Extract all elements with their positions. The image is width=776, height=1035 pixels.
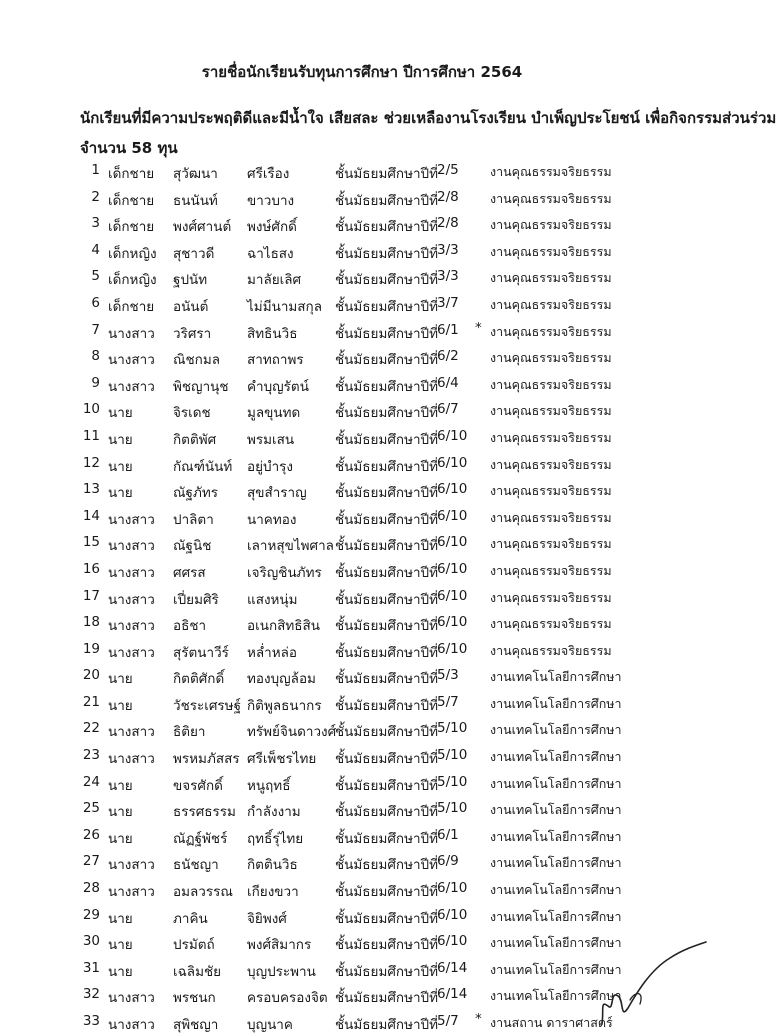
name-prefix: นาย: [108, 777, 133, 794]
responsible-unit: งานเทคโนโลยีการศึกษา: [490, 802, 622, 818]
class-room: 5/3: [437, 667, 459, 684]
responsible-unit: งานคุณธรรมจริยธรรม: [490, 403, 612, 419]
first-name: ขจรศักดิ์: [173, 777, 223, 794]
grade-level: ชั้นมัธยมศึกษาปีที่: [335, 644, 439, 661]
row-number: 24: [82, 773, 100, 790]
class-room: 6/10: [437, 587, 468, 604]
row-number: 29: [82, 906, 100, 923]
name-prefix: นาย: [108, 697, 133, 714]
first-name: ปาลิตา: [173, 511, 214, 528]
name-prefix: เด็กชาย: [108, 166, 155, 182]
class-room: 6/14: [437, 959, 468, 976]
student-row: [0, 264, 724, 291]
class-room: 6/10: [437, 640, 468, 657]
name-prefix: เด็กชาย: [108, 219, 155, 236]
name-prefix: นางสาว: [108, 538, 155, 555]
row-number: 32: [82, 986, 100, 1003]
class-room: 6/10: [437, 427, 468, 444]
first-name: สุชาวดี: [173, 245, 215, 262]
last-name: ฉาไธสง: [247, 245, 294, 262]
first-name: กิตติพัศ: [173, 431, 217, 448]
name-prefix: นาย: [108, 963, 133, 980]
row-number: 1: [91, 162, 100, 178]
responsible-unit: งานคุณธรรมจริยธรรม: [490, 270, 612, 286]
student-row: [0, 504, 724, 531]
grade-level: ชั้นมัธยมศึกษาปีที่: [335, 910, 439, 927]
row-number: 8: [91, 348, 100, 365]
name-prefix: นางสาว: [108, 884, 155, 901]
row-number: 33: [82, 1013, 100, 1029]
responsible-unit: งานคุณธรรมจริยธรรม: [490, 429, 612, 445]
class-room: 3/3: [437, 268, 459, 285]
first-name: อธิชา: [173, 618, 207, 635]
class-room: 6/2: [437, 348, 459, 365]
grade-level: ชั้นมัธยมศึกษาปีที่: [335, 724, 439, 741]
student-row: [0, 344, 724, 371]
responsible-unit: งานคุณธรรมจริยธรรม: [490, 190, 612, 206]
grade-level: ชั้นมัธยมศึกษาปีที่: [335, 990, 439, 1007]
class-room: 5/7: [437, 1013, 459, 1029]
grade-level: ชั้นมัธยมศึกษาปีที่: [335, 166, 439, 182]
row-number: 2: [91, 188, 100, 205]
student-list: [0, 158, 724, 1033]
first-name: ภาคิน: [173, 910, 208, 927]
first-name: เปี่ยมศิริ: [173, 591, 219, 608]
grade-level: ชั้นมัธยมศึกษาปีที่: [335, 591, 439, 608]
row-number: 16: [82, 560, 100, 577]
name-prefix: เด็กหญิง: [108, 245, 157, 262]
row-number: 23: [82, 747, 100, 764]
class-room: 6/1: [437, 321, 459, 338]
grade-level: ชั้นมัธยมศึกษาปีที่: [335, 830, 439, 847]
responsible-unit: งานสถาน ดาราศาสตร์: [490, 1015, 613, 1030]
grade-level: ชั้นมัธยมศึกษาปีที่: [335, 751, 439, 768]
last-name: แสงหนุ่ม: [247, 591, 298, 608]
row-number: 31: [82, 959, 100, 976]
responsible-unit: งานเทคโนโลยีการศึกษา: [490, 722, 622, 738]
name-prefix: นางสาว: [108, 724, 155, 741]
responsible-unit: งานคุณธรรมจริยธรรม: [490, 536, 612, 552]
row-number: 25: [82, 800, 100, 817]
last-name: บุญนาค: [247, 1017, 293, 1033]
row-number: 6: [91, 294, 100, 311]
last-name: เกียงขวา: [247, 884, 299, 901]
section-heading: นักเรียนที่มีความประพฤติดีและมีน้ำใจ เสียสละ ช่วยเหลืองานโรงเรียน บำเพ็ญประโยชน์ เพื่อกิจกรรมส่วนร่วม: [80, 109, 776, 127]
document-title: รายชื่อนักเรียนรับทุนการศึกษา ปีการศึกษา 2564: [201, 63, 523, 81]
class-room: 5/10: [437, 747, 468, 764]
last-name: สาทถาพร: [247, 352, 304, 369]
first-name: ธรรศธรรม: [173, 804, 236, 821]
grade-level: ชั้นมัธยมศึกษาปีที่: [335, 963, 439, 980]
row-number: 28: [82, 880, 100, 897]
first-name: ปรมัตถ์: [173, 937, 215, 954]
last-name: กิตตินวิธ: [247, 857, 298, 874]
class-room: 3/3: [437, 241, 459, 258]
handwritten-signature: [590, 930, 710, 1024]
student-row: [0, 690, 724, 717]
grade-level: ชั้นมัธยมศึกษาปีที่: [335, 458, 439, 475]
student-row: [0, 211, 724, 238]
student-row: [0, 663, 724, 690]
name-prefix: เด็กชาย: [108, 192, 155, 209]
first-name: จิรเดช: [173, 405, 211, 422]
class-room: 6/14: [437, 986, 468, 1003]
class-room: 6/4: [437, 374, 459, 391]
class-room: 6/10: [437, 880, 468, 897]
name-prefix: นาย: [108, 910, 133, 927]
grade-level: ชั้นมัธยมศึกษาปีที่: [335, 671, 439, 688]
student-row: [0, 477, 724, 504]
class-room: 6/7: [437, 401, 459, 418]
row-number: 19: [82, 640, 100, 657]
row-number: 20: [82, 667, 100, 684]
responsible-unit: งานคุณธรรมจริยธรรม: [490, 164, 612, 179]
first-name: ณัฐนิช: [173, 538, 212, 555]
row-number: 26: [82, 826, 100, 843]
responsible-unit: งานคุณธรรมจริยธรรม: [490, 217, 612, 233]
class-room: 6/10: [437, 906, 468, 923]
first-name: เฉลิมชัย: [173, 963, 222, 980]
row-number: 21: [82, 693, 100, 710]
responsible-unit: งานคุณธรรมจริยธรรม: [490, 509, 612, 525]
last-name: ทองบุญล้อม: [247, 671, 316, 688]
class-room: 6/10: [437, 534, 468, 551]
last-name: มาลัยเลิศ: [247, 272, 302, 289]
last-name: สุขสำราญ: [247, 485, 307, 502]
student-row: [0, 158, 724, 185]
last-name: จิยิพงศ์: [247, 910, 287, 927]
last-name: มูลขุนทด: [247, 405, 301, 422]
class-room: 2/8: [437, 188, 459, 205]
last-name: บุญประพาน: [247, 963, 316, 980]
last-name: ไม่มีนามสกุล: [247, 298, 322, 315]
name-prefix: นาย: [108, 804, 133, 821]
last-name: ครอบครองจิต: [247, 990, 328, 1007]
first-name: อนันต์: [173, 298, 209, 315]
last-name: ฤทธิ์รุ่ไทย: [247, 830, 304, 847]
student-row: [0, 424, 724, 451]
class-room: 2/5: [437, 162, 459, 178]
name-prefix: นางสาว: [108, 1017, 155, 1033]
row-number: 13: [82, 481, 100, 498]
grade-level: ชั้นมัธยมศึกษาปีที่: [335, 219, 439, 236]
student-row: [0, 238, 724, 265]
asterisk-mark: *: [475, 319, 482, 336]
student-row: [0, 291, 724, 318]
name-prefix: นาย: [108, 830, 133, 847]
last-name: สิทธินวิธ: [247, 325, 298, 342]
student-row: [0, 743, 724, 770]
responsible-unit: งานเทคโนโลยีการศึกษา: [490, 961, 622, 977]
class-room: 3/7: [437, 294, 459, 311]
last-name: ขาวบาง: [247, 192, 295, 209]
last-name: ศรีเรือง: [247, 166, 290, 182]
name-prefix: นาย: [108, 671, 133, 688]
grade-level: ชั้นมัธยมศึกษาปีที่: [335, 1017, 439, 1033]
first-name: พงศ์ศานต์: [173, 219, 232, 236]
row-number: 22: [82, 720, 100, 737]
class-room: 5/10: [437, 720, 468, 737]
grade-level: ชั้นมัธยมศึกษาปีที่: [335, 511, 439, 528]
name-prefix: นางสาว: [108, 990, 155, 1007]
class-room: 6/10: [437, 933, 468, 950]
first-name: วริศรา: [173, 325, 212, 342]
row-number: 4: [91, 241, 100, 258]
student-row: [0, 371, 724, 398]
row-number: 11: [82, 427, 100, 444]
row-number: 3: [91, 215, 100, 232]
last-name: นาคทอง: [247, 511, 297, 528]
grade-level: ชั้นมัธยมศึกษาปีที่: [335, 804, 439, 821]
row-number: 15: [82, 534, 100, 551]
class-room: 6/10: [437, 454, 468, 471]
name-prefix: นางสาว: [108, 591, 155, 608]
grade-level: ชั้นมัธยมศึกษาปีที่: [335, 272, 439, 289]
name-prefix: นางสาว: [108, 511, 155, 528]
responsible-unit: งานเทคโนโลยีการศึกษา: [490, 935, 622, 951]
first-name: ณัฐภัทร: [173, 485, 219, 502]
student-row: [0, 637, 724, 664]
responsible-unit: งานเทคโนโลยีการศึกษา: [490, 908, 622, 924]
first-name: ธนนันท์: [173, 192, 218, 209]
last-name: หล่ำหล่อ: [247, 644, 298, 661]
name-prefix: นางสาว: [108, 325, 155, 342]
name-prefix: นางสาว: [108, 857, 155, 874]
name-prefix: นางสาว: [108, 378, 155, 395]
student-row: [0, 451, 724, 478]
responsible-unit: งานเทคโนโลยีการศึกษา: [490, 775, 622, 791]
grade-level: ชั้นมัธยมศึกษาปีที่: [335, 777, 439, 794]
class-room: 6/9: [437, 853, 459, 870]
responsible-unit: งานเทคโนโลยีการศึกษา: [490, 749, 622, 765]
first-name: กิตติศักดิ์: [173, 671, 225, 688]
grade-level: ชั้นมัธยมศึกษาปีที่: [335, 485, 439, 502]
responsible-unit: งานเทคโนโลยีการศึกษา: [490, 882, 622, 898]
row-number: 12: [82, 454, 100, 471]
name-prefix: นาย: [108, 431, 133, 448]
responsible-unit: งานคุณธรรมจริยธรรม: [490, 296, 612, 312]
grade-level: ชั้นมัธยมศึกษาปีที่: [335, 538, 439, 555]
first-name: ณัฏฐ์พัชร์: [173, 830, 228, 847]
responsible-unit: งานคุณธรรมจริยธรรม: [490, 589, 612, 605]
class-room: 5/7: [437, 693, 459, 710]
last-name: เจริญชินภัทร: [247, 564, 322, 581]
scholarship-quota: จำนวน 58 ทุน: [80, 139, 178, 157]
name-prefix: นางสาว: [108, 618, 155, 635]
student-row: [0, 318, 724, 345]
row-number: 9: [91, 374, 100, 391]
class-room: 6/10: [437, 507, 468, 524]
grade-level: ชั้นมัธยมศึกษาปีที่: [335, 298, 439, 315]
first-name: สุพิชญา: [173, 1017, 219, 1033]
name-prefix: นางสาว: [108, 352, 155, 369]
first-name: ธนัชญา: [173, 857, 219, 874]
responsible-unit: งานเทคโนโลยีการศึกษา: [490, 695, 622, 711]
responsible-unit: งานเทคโนโลยีการศึกษา: [490, 669, 622, 685]
student-row: [0, 903, 724, 930]
last-name: พรมเสน: [247, 431, 295, 448]
row-number: 14: [82, 507, 100, 524]
grade-level: ชั้นมัธยมศึกษาปีที่: [335, 245, 439, 262]
name-prefix: นาย: [108, 405, 133, 422]
student-row: [0, 584, 724, 611]
first-name: สุวัฒนา: [173, 166, 218, 182]
row-number: 10: [82, 401, 100, 418]
responsible-unit: งานคุณธรรมจริยธรรม: [490, 376, 612, 392]
class-room: 6/10: [437, 560, 468, 577]
first-name: พรชนก: [173, 990, 216, 1007]
responsible-unit: งานคุณธรรมจริยธรรม: [490, 562, 612, 578]
first-name: ธิติยา: [173, 724, 206, 741]
student-row: [0, 770, 724, 797]
grade-level: ชั้นมัธยมศึกษาปีที่: [335, 564, 439, 581]
student-row: [0, 823, 724, 850]
name-prefix: เด็กหญิง: [108, 272, 157, 289]
row-number: 18: [82, 614, 100, 631]
responsible-unit: งานเทคโนโลยีการศึกษา: [490, 988, 622, 1004]
row-number: 7: [91, 321, 100, 338]
class-room: 5/10: [437, 773, 468, 790]
student-row: [0, 849, 724, 876]
last-name: เลาหสุขไพศาล: [247, 538, 334, 555]
first-name: กัณฑ์นันท์: [173, 458, 233, 475]
responsible-unit: งานคุณธรรมจริยธรรม: [490, 616, 612, 632]
class-room: 6/10: [437, 481, 468, 498]
last-name: พงษ์ศักดิ์: [247, 219, 297, 236]
name-prefix: เด็กชาย: [108, 298, 155, 315]
responsible-unit: งานคุณธรรมจริยธรรม: [490, 483, 612, 499]
last-name: ศรีเพ็ชรไทย: [247, 751, 317, 768]
first-name: ฐปนัท: [173, 272, 208, 289]
row-number: 30: [82, 933, 100, 950]
student-row: [0, 185, 724, 212]
last-name: กิติพูลธนากร: [247, 697, 322, 714]
class-room: 6/1: [437, 826, 459, 843]
grade-level: ชั้นมัธยมศึกษาปีที่: [335, 431, 439, 448]
student-row: [0, 610, 724, 637]
grade-level: ชั้นมัธยมศึกษาปีที่: [335, 352, 439, 369]
last-name: กำลังงาม: [247, 804, 301, 821]
responsible-unit: งานเทคโนโลยีการศึกษา: [490, 828, 622, 844]
student-row: [0, 716, 724, 743]
name-prefix: นางสาว: [108, 644, 155, 661]
student-row: [0, 876, 724, 903]
student-row: [0, 557, 724, 584]
last-name: หนูฤทธิ์: [247, 777, 291, 794]
first-name: พิชญานุช: [173, 378, 229, 395]
responsible-unit: งานเทคโนโลยีการศึกษา: [490, 855, 622, 871]
last-name: อยู่บำรุง: [247, 458, 294, 475]
first-name: ณิชกมล: [173, 352, 221, 369]
grade-level: ชั้นมัธยมศึกษาปีที่: [335, 325, 439, 342]
row-number: 27: [82, 853, 100, 870]
first-name: สุรัตนาวีร์: [173, 644, 229, 661]
name-prefix: นางสาว: [108, 751, 155, 768]
student-row: [0, 796, 724, 823]
responsible-unit: งานคุณธรรมจริยธรรม: [490, 323, 612, 339]
first-name: อมลวรรณ: [173, 884, 233, 901]
grade-level: ชั้นมัธยมศึกษาปีที่: [335, 697, 439, 714]
last-name: ทรัพย์จินดาวงศ์: [247, 724, 337, 741]
responsible-unit: งานคุณธรรมจริยธรรม: [490, 243, 612, 259]
first-name: ศศรส: [173, 564, 206, 581]
first-name: พรหมภัสสร: [173, 751, 240, 768]
last-name: พงศ์สิมากร: [247, 937, 312, 954]
row-number: 5: [91, 268, 100, 285]
name-prefix: นาย: [108, 937, 133, 954]
class-room: 5/10: [437, 800, 468, 817]
grade-level: ชั้นมัธยมศึกษาปีที่: [335, 378, 439, 395]
name-prefix: นาย: [108, 458, 133, 475]
grade-level: ชั้นมัธยมศึกษาปีที่: [335, 192, 439, 209]
grade-level: ชั้นมัธยมศึกษาปีที่: [335, 857, 439, 874]
student-row: [0, 397, 724, 424]
name-prefix: นางสาว: [108, 564, 155, 581]
grade-level: ชั้นมัธยมศึกษาปีที่: [335, 937, 439, 954]
asterisk-mark: *: [475, 1011, 482, 1027]
row-number: 17: [82, 587, 100, 604]
last-name: อเนกสิทธิสิน: [247, 618, 320, 635]
grade-level: ชั้นมัธยมศึกษาปีที่: [335, 884, 439, 901]
class-room: 2/8: [437, 215, 459, 232]
grade-level: ชั้นมัธยมศึกษาปีที่: [335, 618, 439, 635]
responsible-unit: งานคุณธรรมจริยธรรม: [490, 350, 612, 366]
name-prefix: นาย: [108, 485, 133, 502]
student-row: [0, 530, 724, 557]
responsible-unit: งานคุณธรรมจริยธรรม: [490, 642, 612, 658]
class-room: 6/10: [437, 614, 468, 631]
grade-level: ชั้นมัธยมศึกษาปีที่: [335, 405, 439, 422]
last-name: คำบุญรัตน์: [247, 378, 309, 395]
first-name: วัชระเศรษฐ์: [173, 697, 242, 714]
responsible-unit: งานคุณธรรมจริยธรรม: [490, 456, 612, 472]
